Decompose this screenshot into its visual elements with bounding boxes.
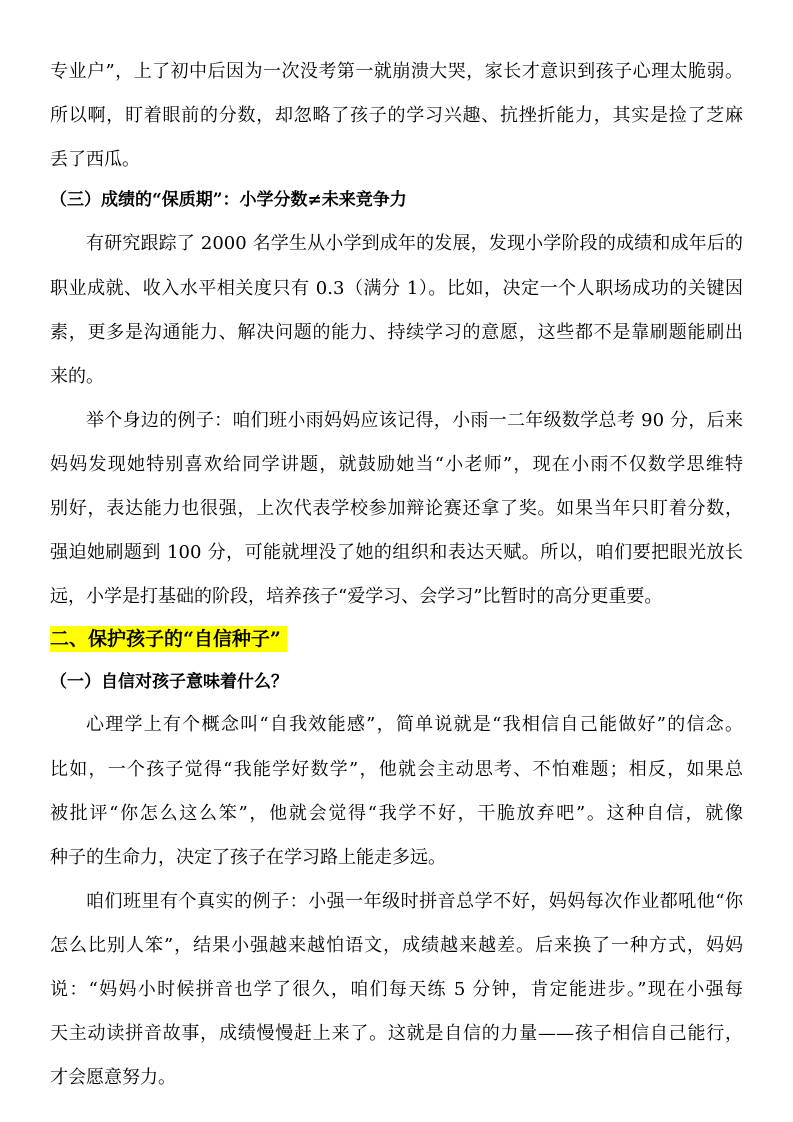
paragraph-line: 被批评“你怎么这么笨”，他就会觉得“我学不好，干脆放弃吧”。这种自信，就像 [50,803,743,824]
paragraph-line: 强迫她刷题到 100 分，可能就埋没了她的组织和表达天赋。所以，咱们要把眼光放长 [50,542,743,563]
paragraph-line: 怎么比别人笨”，结果小强越来越怕语文，成绩越来越差。后来换了一种方式，妈妈 [50,935,743,956]
paragraph-line: 丢了西瓜。 [50,149,140,170]
subsection-heading-1: （一）自信对孩子意味着什么？ [50,672,288,692]
paragraph-line: 才会愿意努力。 [50,1067,176,1088]
paragraph-line: 种子的生命力，决定了孩子在学习路上能走多远。 [50,847,446,868]
paragraph-line: 别好，表达能力也很强，上次代表学校参加辩论赛还拿了奖。如果当年只盯着分数， [50,498,743,519]
section-heading-2 [50,626,287,652]
paragraph-line: 来的。 [50,366,104,387]
subsection-heading-3: （三）成绩的“保质期”：小学分数≠未来竞争力 [50,190,407,210]
paragraph-line: 举个身边的例子：咱们班小雨妈妈应该记得，小雨一二年级数学总考 90 分，后来 [86,410,743,431]
paragraph-line: 远，小学是打基础的阶段，培养孩子“爱学习、会学习”比暂时的高分更重要。 [50,586,663,607]
paragraph-line: 比如，一个孩子觉得“我能学好数学”，他就会主动思考、不怕难题；相反，如果总 [50,759,743,780]
paragraph-line: 心理学上有个概念叫“自我效能感”，简单说就是“我相信自己能做好”的信念。 [86,714,743,735]
paragraph-line: 有研究跟踪了 2000 名学生从小学到成年的发展，发现小学阶段的成绩和成年后的 [86,233,743,254]
paragraph-line: 天主动读拼音故事，成绩慢慢赶上来了。这就是自信的力量——孩子相信自己能行， [50,1023,743,1044]
paragraph-line: 专业户”，上了初中后因为一次没考第一就崩溃大哭，家长才意识到孩子心理太脆弱。 [50,61,743,82]
paragraph-line: 妈妈发现她特别喜欢给同学讲题，就鼓励她当“小老师”，现在小雨不仅数学思维特 [50,454,743,475]
paragraph-line: 素，更多是沟通能力、解决问题的能力、持续学习的意愿，这些都不是靠刷题能刷出 [50,322,743,343]
paragraph-line: 咱们班里有个真实的例子：小强一年级时拼音总学不好，妈妈每次作业都吼他“你 [86,891,743,912]
section-heading-2-text: 二、保护孩子的“自信种子” [50,626,287,652]
paragraph-line: 职业成就、收入水平相关度只有 0.3（满分 1）。比如，决定一个人职场成功的关键因 [50,278,743,299]
paragraph-line: 所以啊，盯着眼前的分数，却忽略了孩子的学习兴趣、抗挫折能力，其实是捡了芝麻 [50,105,743,126]
paragraph-line: 说：“妈妈小时候拼音也学了很久，咱们每天练 5 分钟，肯定能进步。”现在小强每 [50,979,743,1000]
